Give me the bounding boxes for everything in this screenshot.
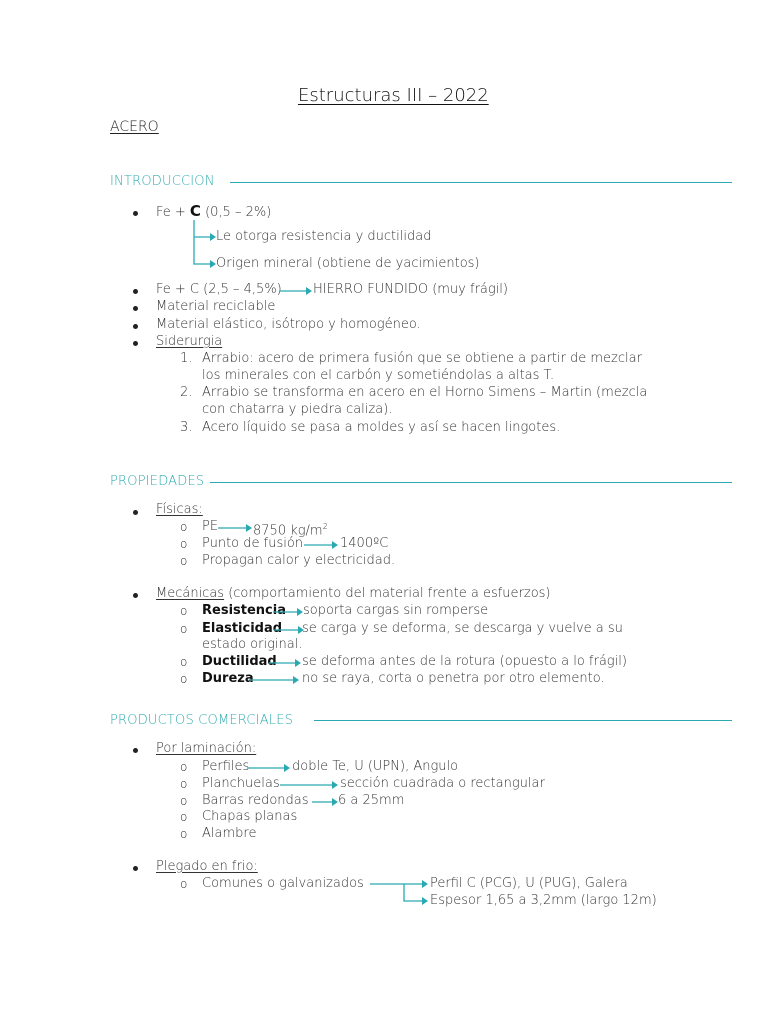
arrow-icon: [280, 286, 314, 296]
planchuelas-desc: sección cuadrada o rectangular: [340, 776, 545, 791]
ductilidad-term: Ductilidad: [202, 654, 277, 669]
step-text: Acero líquido se pasa a moldes y así se hacen lingotes.: [202, 420, 561, 435]
elasticidad-term: Elasticidad: [202, 621, 283, 636]
section-rule: [314, 720, 732, 721]
arrow-icon: [280, 780, 340, 790]
chapas-label: Chapas planas: [202, 809, 298, 824]
circle-bullet-icon: o: [180, 794, 188, 808]
elasticidad-desc-2: estado original.: [202, 637, 303, 652]
fe-c-hierro: Fe + C (2,5 – 4,5%): [156, 282, 282, 297]
bullet-icon: [133, 510, 138, 515]
circle-bullet-icon: o: [180, 810, 188, 824]
circle-bullet-icon: o: [180, 622, 188, 636]
section-heading-propiedades: PROPIEDADES: [110, 474, 205, 489]
bullet-icon: [133, 324, 138, 329]
branch-resistencia: Le otorga resistencia y ductilidad: [216, 229, 432, 244]
section-rule: [210, 482, 732, 483]
step-text: con chatarra y piedra caliza).: [202, 402, 393, 417]
laminacion-label: Por laminación:: [156, 741, 257, 756]
bullet-icon: [133, 748, 138, 753]
step-text: los minerales con el carbón y sometiéndolas a altas T.: [202, 368, 555, 383]
step-number: 1.: [180, 351, 193, 366]
bullet-icon: [133, 289, 138, 294]
subtitle: ACERO: [110, 119, 159, 135]
siderurgia-label: Siderurgia: [156, 334, 223, 349]
step-text: Arrabio se transforma en acero en el Horno Simens – Martin (mezcla: [202, 385, 648, 400]
mecanicas-line: Mecánicas (comportamiento del material frente a esfuerzos): [156, 586, 551, 601]
circle-bullet-icon: o: [180, 604, 188, 618]
bullet-icon: [133, 341, 138, 346]
bullet-icon: [133, 211, 138, 216]
arrow-icon: [248, 763, 292, 773]
arrow-icon: [304, 540, 340, 550]
section-rule: [230, 182, 732, 183]
propagan-text: Propagan calor y electricidad.: [202, 553, 396, 568]
barras-desc: 6 a 25mm: [338, 793, 405, 808]
circle-bullet-icon: o: [180, 672, 188, 686]
pe-value: 8750 $kg/m^2$: [253, 522, 328, 539]
step-number: 3.: [180, 420, 193, 435]
perfiles-desc: doble Te, U (UPN), Angulo: [292, 759, 459, 774]
arrow-icon: [269, 658, 303, 668]
alambre-label: Alambre: [202, 826, 257, 841]
step-text: Arrabio: acero de primera fusión que se obtiene a partir de mezclar: [202, 351, 642, 366]
barras-label: Barras redondas: [202, 793, 309, 808]
branch-arrows-icon: [370, 878, 432, 906]
arrow-icon: [249, 675, 301, 685]
fusion-label: Punto de fusión: [202, 536, 304, 551]
arrow-icon: [218, 523, 254, 533]
fisicas-label: Físicas:: [156, 502, 203, 517]
espesor-desc: Espesor 1,65 a 3,2mm (largo 12m): [430, 893, 657, 908]
elasticidad-desc: se carga y se deforma, se descarga y vuelve a su: [302, 621, 623, 636]
fusion-value: 1400ºC: [340, 536, 389, 551]
perfil-c-desc: Perfil C (PCG), U (PUG), Galera: [430, 876, 628, 891]
branch-origen: Origen mineral (obtiene de yacimientos): [216, 256, 480, 271]
item-elastico: Material elástico, isótropo y homogéneo.: [156, 317, 421, 332]
page-title: Estructuras III – 2022: [298, 85, 489, 106]
bullet-icon: [133, 306, 138, 311]
step-number: 2.: [180, 385, 193, 400]
resistencia-term: Resistencia: [202, 603, 286, 618]
comunes-label: Comunes o galvanizados: [202, 876, 364, 891]
plegado-label: Plegado en frio:: [156, 859, 258, 874]
circle-bullet-icon: o: [180, 777, 188, 791]
circle-bullet-icon: o: [180, 760, 188, 774]
resistencia-desc: soporta cargas sin romperse: [303, 603, 489, 618]
bullet-icon: [133, 593, 138, 598]
circle-bullet-icon: o: [180, 554, 188, 568]
hierro-fundido: HIERRO FUNDIDO (muy frágil): [313, 282, 508, 297]
item-reciclable: Material reciclable: [156, 299, 276, 314]
planchuelas-label: Planchuelas: [202, 776, 280, 791]
section-heading-productos: PRODUCTOS COMERCIALES: [110, 713, 294, 728]
circle-bullet-icon: o: [180, 520, 188, 534]
dureza-term: Dureza: [202, 671, 254, 686]
arrow-icon: [273, 607, 305, 617]
circle-bullet-icon: o: [180, 537, 188, 551]
pe-label: PE: [202, 519, 219, 534]
arrow-icon: [312, 797, 340, 807]
ductilidad-desc: se deforma antes de la rotura (opuesto a lo frágil): [302, 654, 627, 669]
circle-bullet-icon: o: [180, 655, 188, 669]
dureza-desc: no se raya, corta o penetra por otro elemento.: [302, 671, 605, 686]
bullet-icon: [133, 866, 138, 871]
section-heading-introduccion: INTRODUCCION: [110, 174, 215, 189]
perfiles-label: Perfiles: [202, 759, 250, 774]
circle-bullet-icon: o: [180, 877, 188, 891]
fe-c-formula: Fe + C (0,5 – 2%): [156, 202, 272, 220]
circle-bullet-icon: o: [180, 827, 188, 841]
